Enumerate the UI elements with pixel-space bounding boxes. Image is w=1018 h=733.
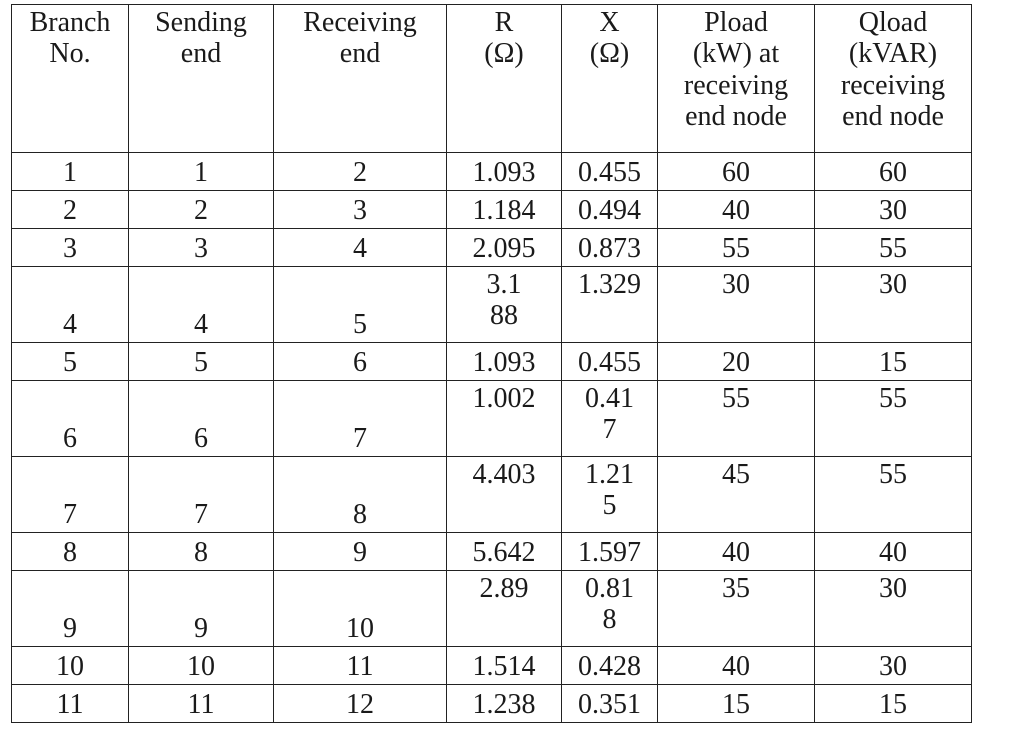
cell-sending-end: 5: [129, 343, 274, 381]
cell-pload: 40: [658, 191, 815, 229]
cell-r: 1.093: [447, 343, 562, 381]
cell-sending-end: 1: [129, 153, 274, 191]
header-line: receiving: [840, 69, 946, 101]
cell-branch-no: 2: [12, 191, 129, 229]
cell-pload: 55: [658, 229, 815, 267]
cell-sending-end: 11: [129, 685, 274, 723]
header-row: [12, 5, 972, 153]
header-line: receiving: [683, 69, 789, 101]
header-line: (Ω): [484, 38, 524, 70]
cell-receiving-end: 12: [274, 685, 447, 723]
cell-r: 1.002: [447, 381, 562, 457]
cell-branch-no: 7: [12, 457, 129, 533]
cell-qload: 55: [815, 381, 972, 457]
header-x: [562, 5, 658, 153]
table-row: [12, 457, 972, 533]
table-row: [12, 343, 972, 381]
table-row: [12, 191, 972, 229]
cell-pload: 15: [658, 685, 815, 723]
cell-pload: 40: [658, 533, 815, 571]
cell-branch-no: 5: [12, 343, 129, 381]
cell-qload: 40: [815, 533, 972, 571]
cell-receiving-end: 4: [274, 229, 447, 267]
header-line: Receiving: [303, 7, 417, 38]
cell-r: 1.093: [447, 153, 562, 191]
cell-pload: 45: [658, 457, 815, 533]
header-line: Branch: [29, 7, 111, 38]
cell-branch-no: 1: [12, 153, 129, 191]
header-line: end: [339, 38, 381, 70]
table-row: [12, 533, 972, 571]
cell-sending-end: 9: [129, 571, 274, 647]
cell-pload: 20: [658, 343, 815, 381]
cell-x: 0.494: [562, 191, 658, 229]
header-line: Sending: [155, 7, 247, 38]
cell-sending-end: 10: [129, 647, 274, 685]
cell-x: 0.455: [562, 153, 658, 191]
header-qload: [815, 5, 972, 153]
table-row: [12, 153, 972, 191]
cell-qload: 60: [815, 153, 972, 191]
cell-x: 0.81 8: [562, 571, 658, 647]
cell-r: 1.514: [447, 647, 562, 685]
cell-x: 1.597: [562, 533, 658, 571]
cell-qload: 30: [815, 647, 972, 685]
header-line: end node: [842, 101, 944, 133]
cell-sending-end: 4: [129, 267, 274, 343]
cell-receiving-end: 3: [274, 191, 447, 229]
table-row: [12, 685, 972, 723]
cell-receiving-end: 8: [274, 457, 447, 533]
header-line: Pload: [704, 7, 768, 38]
cell-x: 0.455: [562, 343, 658, 381]
header-line: (kVAR): [848, 38, 938, 70]
table-body: [12, 153, 972, 723]
cell-receiving-end: 5: [274, 267, 447, 343]
cell-pload: 35: [658, 571, 815, 647]
header-line: (Ω): [589, 38, 630, 70]
cell-sending-end: 7: [129, 457, 274, 533]
cell-x: 0.873: [562, 229, 658, 267]
cell-receiving-end: 10: [274, 571, 447, 647]
cell-branch-no: 10: [12, 647, 129, 685]
cell-qload: 30: [815, 267, 972, 343]
cell-qload: 30: [815, 571, 972, 647]
cell-sending-end: 6: [129, 381, 274, 457]
cell-qload: 15: [815, 685, 972, 723]
cell-r: 5.642: [447, 533, 562, 571]
table-row: [12, 229, 972, 267]
header-line: No.: [49, 38, 91, 70]
header-line: X: [599, 7, 620, 38]
cell-pload: 55: [658, 381, 815, 457]
cell-sending-end: 2: [129, 191, 274, 229]
header-pload: [658, 5, 815, 153]
branch-data-table: [11, 4, 972, 723]
cell-branch-no: 9: [12, 571, 129, 647]
cell-x: 1.21 5: [562, 457, 658, 533]
header-line: end node: [685, 101, 787, 133]
header-branch-no: [12, 5, 129, 153]
cell-qload: 55: [815, 229, 972, 267]
cell-r: 2.89: [447, 571, 562, 647]
cell-branch-no: 3: [12, 229, 129, 267]
cell-r: 2.095: [447, 229, 562, 267]
table-row: [12, 571, 972, 647]
cell-qload: 30: [815, 191, 972, 229]
table-row: [12, 647, 972, 685]
cell-branch-no: 4: [12, 267, 129, 343]
header-sending-end: [129, 5, 274, 153]
cell-r: 1.238: [447, 685, 562, 723]
cell-receiving-end: 6: [274, 343, 447, 381]
header-r: [447, 5, 562, 153]
cell-x: 0.428: [562, 647, 658, 685]
cell-branch-no: 11: [12, 685, 129, 723]
cell-receiving-end: 7: [274, 381, 447, 457]
cell-x: 1.329: [562, 267, 658, 343]
cell-sending-end: 3: [129, 229, 274, 267]
cell-r: 1.184: [447, 191, 562, 229]
cell-branch-no: 6: [12, 381, 129, 457]
cell-branch-no: 8: [12, 533, 129, 571]
cell-r: 4.403: [447, 457, 562, 533]
header-receiving-end: [274, 5, 447, 153]
cell-r: 3.1 88: [447, 267, 562, 343]
cell-x: 0.41 7: [562, 381, 658, 457]
table-row: [12, 381, 972, 457]
table-row: [12, 267, 972, 343]
header-line: (kW) at: [692, 38, 780, 70]
header-line: R: [494, 7, 514, 38]
cell-pload: 30: [658, 267, 815, 343]
cell-qload: 55: [815, 457, 972, 533]
cell-receiving-end: 9: [274, 533, 447, 571]
cell-qload: 15: [815, 343, 972, 381]
header-line: end: [180, 38, 222, 70]
cell-pload: 60: [658, 153, 815, 191]
cell-receiving-end: 11: [274, 647, 447, 685]
header-line: Qload: [858, 7, 928, 38]
cell-x: 0.351: [562, 685, 658, 723]
table-header: [12, 5, 972, 153]
cell-receiving-end: 2: [274, 153, 447, 191]
cell-pload: 40: [658, 647, 815, 685]
cell-sending-end: 8: [129, 533, 274, 571]
